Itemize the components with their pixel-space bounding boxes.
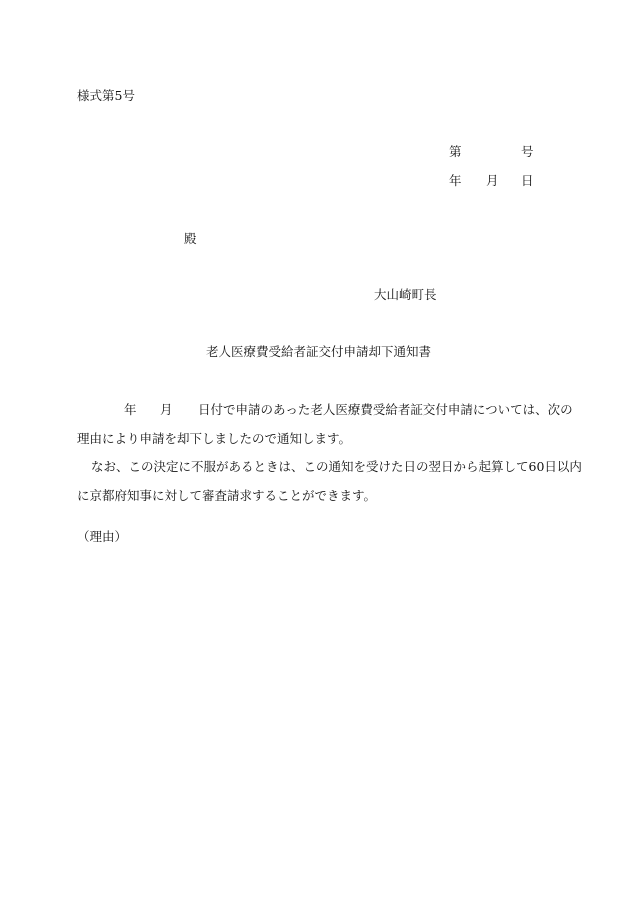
document-title: 老人医療費受給者証交付申請却下通知書 (206, 344, 432, 359)
body-date-month: 月 (160, 402, 173, 417)
addressee-honorific: 殿 (184, 231, 197, 246)
document-number-suffix: 号 (521, 144, 534, 159)
body-line-4: に京都府知事に対して審査請求することができます。 (77, 488, 377, 503)
reason-label: （理由） (77, 529, 128, 544)
body-line-2: 理由により申請を却下しましたので通知します。 (77, 431, 352, 446)
issue-date-month: 月 (486, 173, 499, 188)
body-line-1: 日付で申請のあった老人医療費受給者証交付申請については、次の (198, 402, 573, 417)
issuer-name: 大山崎町長 (374, 287, 437, 302)
issue-date-day: 日 (521, 173, 534, 188)
form-number: 様式第5号 (77, 88, 135, 103)
document-number-prefix: 第 (449, 144, 462, 159)
issue-date-year: 年 (449, 173, 462, 188)
body-date-year: 年 (124, 402, 137, 417)
body-line-3: なお、この決定に不服があるときは、この通知を受けた日の翌日から起算して60日以内 (91, 459, 582, 474)
